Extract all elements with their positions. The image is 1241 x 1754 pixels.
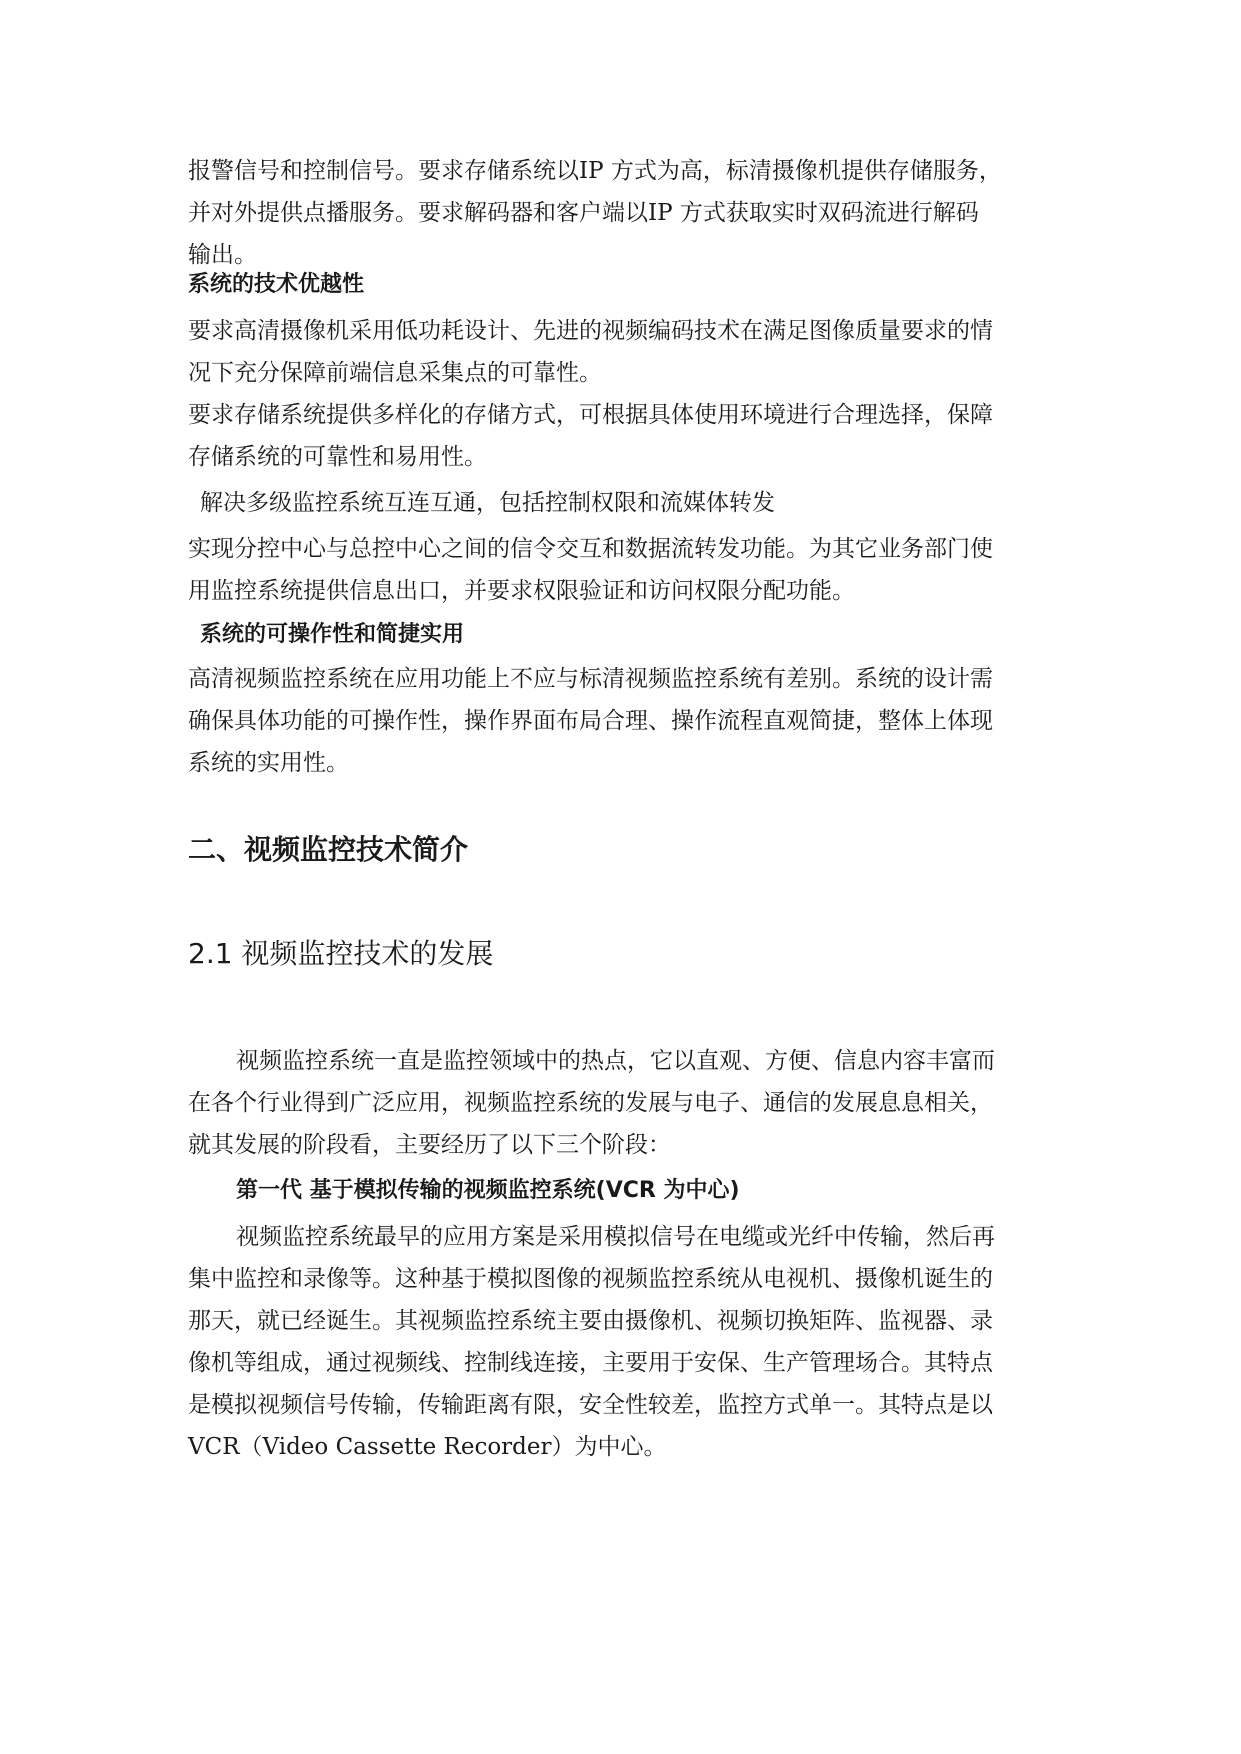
text-line: 集中监控和录像等。这种基于模拟图像的视频监控系统从电视机、摄像机诞生的 xyxy=(188,1266,993,1292)
text-line: VCR（Video Cassette Recorder）为中心。 xyxy=(188,1434,667,1460)
subsection-title: 2.1 视频监控技术的发展 xyxy=(188,937,494,970)
text-line: 存储系统的可靠性和易用性。 xyxy=(188,444,487,470)
section-title: 二、视频监控技术简介 xyxy=(188,833,469,866)
text-line: 并对外提供点播服务。要求解码器和客户端以IP 方式获取实时双码流进行解码 xyxy=(188,200,979,226)
text-line: 是模拟视频信号传输，传输距离有限，安全性较差，监控方式单一。其特点是以 xyxy=(188,1392,993,1418)
text-line: 系统的实用性。 xyxy=(188,750,349,776)
text-line: 高清视频监控系统在应用功能上不应与标清视频监控系统有差别。系统的设计需 xyxy=(188,666,993,692)
tech-paragraph xyxy=(188,310,993,478)
text-line: 要求高清摄像机采用低功耗设计、先进的视频编码技术在满足图像质量要求的情 xyxy=(188,318,993,344)
text-line: 要求存储系统提供多样化的存储方式，可根据具体使用环境进行合理选择，保障 xyxy=(188,402,993,428)
text-line: 视频监控系统最早的应用方案是采用模拟信号在电缆或光纤中传输，然后再 xyxy=(236,1224,995,1250)
text-line: 像机等组成，通过视频线、控制线连接，主要用于安保、生产管理场合。其特点 xyxy=(188,1350,993,1376)
text-line: 确保具体功能的可操作性，操作界面布局合理、操作流程直观简捷，整体上体现 xyxy=(188,708,993,734)
text-line: 输出。 xyxy=(188,242,257,268)
text-line: 就其发展的阶段看，主要经历了以下三个阶段： xyxy=(188,1132,671,1158)
text-line: 报警信号和控制信号。要求存储系统以IP 方式为高，标清摄像机提供存储服务， xyxy=(188,158,1002,184)
development-paragraph xyxy=(188,1040,995,1166)
heading-tech-superiority: 系统的技术优越性 xyxy=(188,272,365,297)
interconnect-paragraph xyxy=(188,528,993,612)
heading-operability: 系统的可操作性和简捷实用 xyxy=(200,622,465,647)
intro-paragraph xyxy=(188,150,1002,276)
operability-paragraph xyxy=(188,658,993,784)
text-line: 况下充分保障前端信息采集点的可靠性。 xyxy=(188,360,602,386)
text-line: 实现分控中心与总控中心之间的信令交互和数据流转发功能。为其它业务部门使 xyxy=(188,536,993,562)
generation1-heading: 第一代 基于模拟传输的视频监控系统(VCR 为中心) xyxy=(236,1178,740,1203)
text-line: 在各个行业得到广泛应用，视频监控系统的发展与电子、通信的发展息息相关， xyxy=(188,1090,993,1116)
interconnect-heading: 解决多级监控系统互连互通，包括控制权限和流媒体转发 xyxy=(200,490,775,516)
text-line: 用监控系统提供信息出口，并要求权限验证和访问权限分配功能。 xyxy=(188,578,855,604)
generation1-paragraph xyxy=(188,1216,995,1468)
text-line: 那天，就已经诞生。其视频监控系统主要由摄像机、视频切换矩阵、监视器、录 xyxy=(188,1308,993,1334)
text-line: 视频监控系统一直是监控领域中的热点，它以直观、方便、信息内容丰富而 xyxy=(236,1048,995,1074)
